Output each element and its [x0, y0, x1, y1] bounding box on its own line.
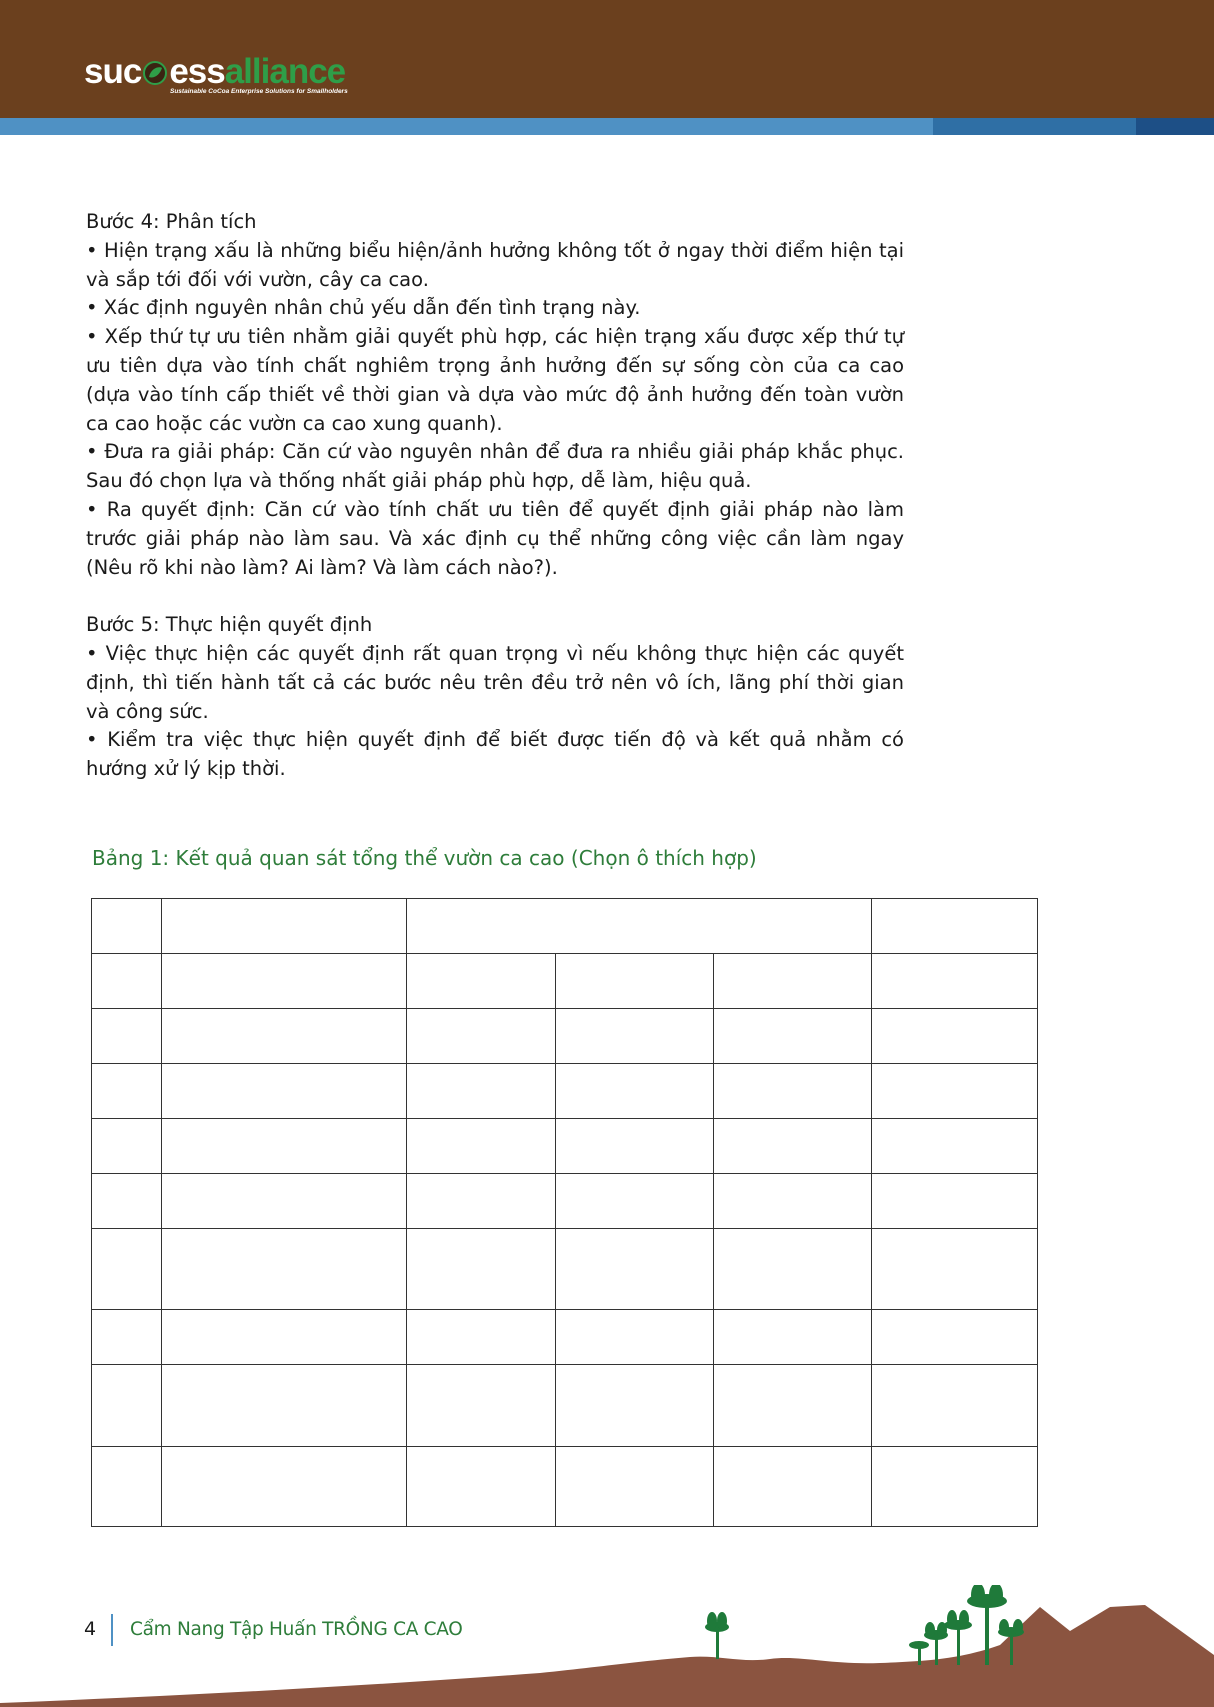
table-cell[interactable]: [162, 1229, 407, 1310]
table-cell[interactable]: [407, 899, 872, 954]
table-cell[interactable]: [872, 1174, 1038, 1229]
table-cell[interactable]: [714, 1064, 872, 1119]
table-cell[interactable]: [92, 1310, 162, 1365]
table-cell[interactable]: [162, 899, 407, 954]
table-cell[interactable]: [162, 1009, 407, 1064]
table-row: [92, 1009, 1038, 1064]
step4-bullet: • Hiện trạng xấu là những biểu hiện/ảnh hưởng không tốt ở ngay thời điểm hiện tại và sắp tới đối với vườn, cây ca cao.: [86, 238, 904, 291]
paragraph-gap: [86, 582, 904, 611]
header-stripe-dark: [1136, 118, 1214, 135]
table-cell[interactable]: [407, 954, 556, 1009]
successalliance-logo: [84, 52, 348, 104]
table-cell[interactable]: [556, 1064, 714, 1119]
table-row: [92, 1064, 1038, 1119]
table-cell[interactable]: [92, 899, 162, 954]
table-row: [92, 1119, 1038, 1174]
table-cell[interactable]: [407, 1119, 556, 1174]
table-cell[interactable]: [162, 1119, 407, 1174]
table-cell[interactable]: [92, 1365, 162, 1447]
table-cell[interactable]: [872, 1119, 1038, 1174]
observation-table: [91, 898, 1038, 1527]
cocoa-pod-icon: [142, 60, 168, 86]
palm-tree-icon: [705, 1612, 729, 1659]
table-cell[interactable]: [872, 1064, 1038, 1119]
table-cell[interactable]: [92, 1447, 162, 1527]
table-cell[interactable]: [92, 954, 162, 1009]
table-cell[interactable]: [556, 1119, 714, 1174]
table-cell[interactable]: [162, 1310, 407, 1365]
table-cell[interactable]: [872, 1365, 1038, 1447]
footer-landscape-illustration: [0, 1585, 1214, 1707]
table-cell[interactable]: [556, 1229, 714, 1310]
table-cell[interactable]: [556, 1310, 714, 1365]
logo-text-alliance: alliance: [224, 52, 346, 91]
table-cell[interactable]: [872, 1447, 1038, 1527]
table-cell[interactable]: [162, 1174, 407, 1229]
step4-bullet: • Xếp thứ tự ưu tiên nhằm giải quyết phù hợp, các hiện trạng xấu được xếp thứ tự ưu tiên dựa vào tính chất nghiêm trọng ảnh hưởng đến sự sống còn của ca cao (dựa vào tính cấp thiết về thời gian và dựa vào mức độ ảnh hưởng đến toàn vườn ca cao hoặc các vườn ca cao xung quanh).: [86, 325, 904, 435]
table-row: [92, 1174, 1038, 1229]
logo-text-ess: ess: [169, 52, 225, 91]
table-cell[interactable]: [556, 1447, 714, 1527]
table-cell[interactable]: [872, 899, 1038, 954]
table-caption: Bảng 1: Kết quả quan sát tổng thể vườn ca cao (Chọn ô thích hợp): [92, 846, 757, 870]
logo-tagline: Sustainable CoCoa Enterprise Solutions for Smallholders: [170, 88, 348, 95]
step4-bullet: • Đưa ra giải pháp: Căn cứ vào nguyên nhân để đưa ra nhiều giải pháp khắc phục. Sau đó chọn lựa và thống nhất giải pháp phù hợp, dễ làm, hiệu quả.: [86, 440, 904, 493]
table-cell[interactable]: [714, 1365, 872, 1447]
table-cell[interactable]: [92, 1174, 162, 1229]
table-cell[interactable]: [556, 1009, 714, 1064]
table-cell[interactable]: [714, 1119, 872, 1174]
main-text: [86, 208, 904, 784]
table-cell[interactable]: [407, 1064, 556, 1119]
table-cell[interactable]: [162, 1064, 407, 1119]
table-row: [92, 899, 1038, 954]
table-cell[interactable]: [162, 1447, 407, 1527]
table-cell[interactable]: [714, 1174, 872, 1229]
table-row: [92, 1447, 1038, 1527]
table-cell[interactable]: [92, 1119, 162, 1174]
table-row: [92, 1310, 1038, 1365]
table-cell[interactable]: [714, 954, 872, 1009]
table-cell[interactable]: [407, 1447, 556, 1527]
step4-heading: Bước 4: Phân tích: [86, 210, 257, 233]
header-stripe-mid: [933, 118, 1136, 135]
step5-heading: Bước 5: Thực hiện quyết định: [86, 613, 373, 637]
header-stripe-light: [0, 118, 933, 135]
footer-book-title: Cẩm Nang Tập Huấn TRỒNG CA CAO: [130, 1619, 463, 1640]
table-cell[interactable]: [556, 1174, 714, 1229]
table-cell[interactable]: [714, 1229, 872, 1310]
footer-divider: [111, 1614, 113, 1646]
table-cell[interactable]: [92, 1009, 162, 1064]
table-cell[interactable]: [714, 1310, 872, 1365]
table-cell[interactable]: [407, 1229, 556, 1310]
table-row: [92, 1365, 1038, 1447]
page-number: 4: [84, 1618, 97, 1640]
table-cell[interactable]: [714, 1447, 872, 1527]
table-cell[interactable]: [556, 1365, 714, 1447]
table-cell[interactable]: [92, 1064, 162, 1119]
table-cell[interactable]: [162, 1365, 407, 1447]
table-cell[interactable]: [407, 1174, 556, 1229]
table-cell[interactable]: [872, 954, 1038, 1009]
table-row: [92, 1229, 1038, 1310]
table-cell[interactable]: [162, 954, 407, 1009]
table-cell[interactable]: [407, 1310, 556, 1365]
step5-bullet: • Việc thực hiện các quyết định rất quan trọng vì nếu không thực hiện các quyết định, thì tiến hành tất cả các bước nêu trên đều trở nên vô ích, lãng phí thời gian và công sức.: [86, 641, 904, 723]
table-cell[interactable]: [872, 1229, 1038, 1310]
table-cell[interactable]: [407, 1009, 556, 1064]
table-cell[interactable]: [556, 954, 714, 1009]
table-cell[interactable]: [872, 1310, 1038, 1365]
table-cell[interactable]: [872, 1009, 1038, 1064]
table-row: [92, 954, 1038, 1009]
step4-bullet: • Ra quyết định: Căn cứ vào tính chất ưu tiên để quyết định giải pháp nào làm trước giải pháp nào làm sau. Và xác định cụ thể những công việc cần làm ngay (Nêu rõ khi nào làm? Ai làm? Và làm cách nào?).: [86, 497, 904, 579]
table-cell[interactable]: [407, 1365, 556, 1447]
logo-text-suc: suc: [84, 52, 142, 91]
step5-bullet: • Kiểm tra việc thực hiện quyết định để biết được tiến độ và kết quả nhằm có hướng xử lý kịp thời.: [86, 728, 904, 781]
table-cell[interactable]: [92, 1229, 162, 1310]
step4-bullet: • Xác định nguyên nhân chủ yếu dẫn đến tình trạng này.: [86, 296, 641, 320]
header-band: [0, 0, 1214, 118]
table-cell[interactable]: [714, 1009, 872, 1064]
